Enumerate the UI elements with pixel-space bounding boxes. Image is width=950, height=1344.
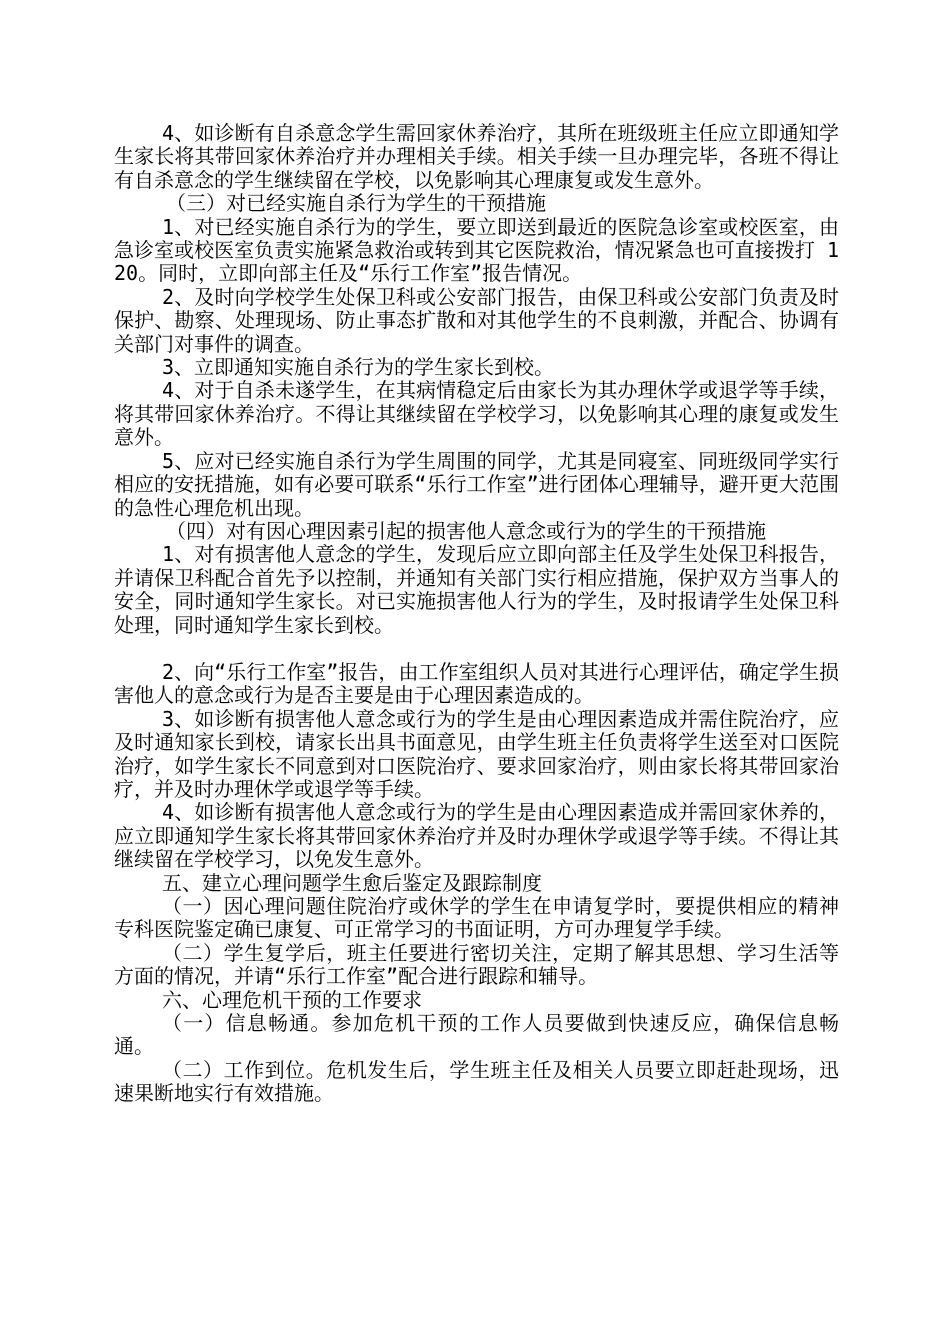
paragraph-6: 4、对于自杀未遂学生，在其病情稳定后由家长为其办理休学或退学等手续，将其带回家休养治疗。不得让其继续留在学校学习，以免影响其心理的康复或发生意外。 [114,378,839,450]
paragraph-11: 3、如诊断有损害他人意念或行为的学生是由心理因素造成并需住院治疗，应及时通知家长到校，请家长出具书面意见，由学生班主任负责将学生送至对口医院治疗，如学生家长不同意到对口医院治疗、要求回家治疗，则由家长将其带回家治疗，并及时办理休学或退学等手续。 [114,706,839,801]
paragraph-12: 4、如诊断有损害他人意念或行为的学生是由心理因素造成并需回家休养的，应立即通知学生家长将其带回家休养治疗并及时办理休学或退学等手续。不得让其继续留在学校学习，以免发生意外。 [114,800,839,872]
paragraph-9: 1、对有损害他人意念的学生，发现后应立即向部主任及学生处保卫科报告，并请保卫科配合首先予以控制，并通知有关部门实行相应措施，保护双方当事人的安全，同时通知学生家长。对已实施损害他人行为的学生，及时报请学生处保卫科处理，同时通知学生家长到校。 [114,542,839,637]
paragraph-1: 4、如诊断有自杀意念学生需回家休养治疗，其所在班级班主任应立即通知学生家长将其带回家休养治疗并办理相关手续。相关手续一旦办理完毕，各班不得让有自杀意念的学生继续留在学校，以免影响其心理康复或发生意外。 [114,121,839,192]
paragraph-15: （二）学生复学后，班主任要进行密切关注，定期了解其思想、学习生活等方面的情况，并请“乐行工作室”配合进行跟踪和辅导。 [114,940,839,989]
paragraph-10: 2、向“乐行工作室”报告，由工作室组织人员对其进行心理评估，确定学生损害他人的意念或行为是否主要是由于心理因素造成的。 [114,659,839,708]
document-body [114,122,839,1106]
paragraph-17: （一）信息畅通。参加危机干预的工作人员要做到快速反应，确保信息畅通。 [114,1011,839,1059]
paragraph-5: 3、立即通知实施自杀行为的学生家长到校。 [162,355,555,380]
paragraph-4: 2、及时向学校学生处保卫科或公安部门报告，由保卫科或公安部门负责及时保护、勘察、处理现场、防止事态扩散和对其他学生的不良刺激，并配合、协调有关部门对事件的调查。 [114,284,839,356]
paragraph-18: （二）工作到位。危机发生后，学生班主任及相关人员要立即赶赴现场，迅速果断地实行有效措施。 [114,1057,839,1106]
section-heading-6: 六、心理危机干预的工作要求 [162,987,422,1012]
section-heading-4: （四）对有因心理因素引起的损害他人意念或行为的学生的干预措施 [166,518,766,543]
section-heading-5: 五、建立心理问题学生愈后鉴定及跟踪制度 [162,870,542,895]
paragraph-3: 1、对已经实施自杀行为的学生，要立即送到最近的医院急诊室或校医室，由急诊室或校医室负责实施紧急救治或转到其它医院救治，情况紧急也可直接拨打 120。同时，立即向部主任及“乐行工作室”报告情况。 [114,214,839,286]
paragraph-14: （一）因心理问题住院治疗或休学的学生在申请复学时，要提供相应的精神专科医院鉴定确已康复、可正常学习的书面证明，方可办理复学手续。 [114,894,839,942]
paragraph-7: 5、应对已经实施自杀行为学生周围的同学，尤其是同寝室、同班级同学实行相应的安抚措施，如有必要可联系“乐行工作室”进行团体心理辅导，避开更大范围的急性心理危机出现。 [114,448,839,520]
section-heading-3: （三）对已经实施自杀行为学生的干预措施 [166,191,546,216]
